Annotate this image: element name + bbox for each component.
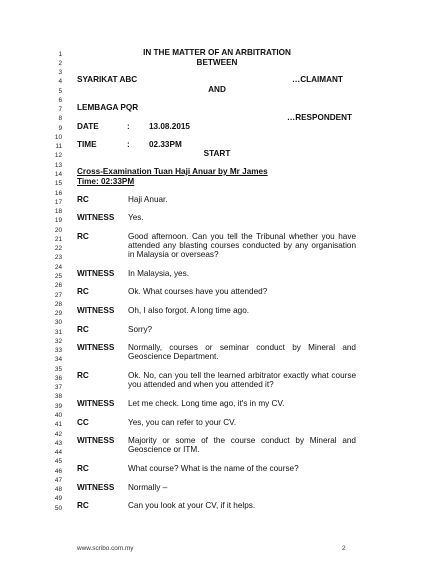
line-number: 17 — [54, 198, 62, 206]
utterance-text: What course? What is the name of the course? — [128, 464, 299, 473]
section-title: Cross-Examination Tuan Haji Anuar by Mr James — [77, 167, 268, 176]
date-value: 13.08.2015 — [149, 122, 190, 131]
line-number: 26 — [54, 282, 62, 290]
line-number: 48 — [54, 486, 62, 494]
time-colon: : — [127, 140, 130, 149]
utterance-text: Yes. — [128, 213, 144, 222]
footer-site: www.scribo.com.my — [77, 545, 134, 552]
line-number: 34 — [54, 356, 62, 364]
date-label: DATE — [77, 122, 99, 131]
speaker-label: RC — [77, 501, 89, 510]
speaker-label: RC — [77, 232, 89, 241]
speaker-label: WITNESS — [77, 436, 115, 445]
line-number: 14 — [54, 171, 62, 178]
line-number: 43 — [54, 439, 62, 447]
respondent-name: LEMBAGA PQR — [77, 103, 139, 112]
line-number: 18 — [54, 208, 62, 216]
line-number: 47 — [54, 476, 62, 484]
line-number: 36 — [54, 374, 62, 382]
and-label: AND — [208, 85, 226, 94]
utterance-text: Sorry? — [128, 325, 153, 334]
line-number: 4 — [58, 78, 62, 86]
date-colon: : — [127, 122, 130, 131]
speaker-label: CC — [77, 418, 89, 427]
line-number: 32 — [54, 337, 62, 345]
line-number: 37 — [54, 384, 62, 392]
line-number: 42 — [54, 430, 62, 438]
speaker-label: WITNESS — [77, 399, 115, 408]
utterance-text: Normally – — [128, 483, 168, 492]
speaker-label: RC — [77, 195, 89, 204]
speaker-label: WITNESS — [77, 269, 115, 278]
utterance-text: Ok. No, can you tell the learned arbitrator exactly what course you attended and when you attended it? — [128, 371, 356, 390]
utterance-text: Majority or some of the course conduct by Mineral and Geoscience or ITM. — [128, 436, 356, 455]
line-number: 24 — [54, 263, 62, 271]
line-number: 7 — [58, 106, 62, 114]
claimant-role: …CLAIMANT — [292, 75, 343, 84]
utterance-text: Good afternoon. Can you tell the Tribunal whether you have attended any blasting courses conducted by any organisation in Malaysia or overseas? — [128, 232, 356, 260]
time-value: 02.33PM — [149, 140, 182, 149]
line-number: 22 — [54, 245, 62, 253]
speaker-label: WITNESS — [77, 213, 115, 222]
line-number: 28 — [54, 300, 62, 308]
speaker-label: RC — [77, 325, 89, 334]
line-number: 46 — [54, 467, 62, 475]
utterance-text: Normally, courses or seminar conduct by Mineral and Geoscience Department. — [128, 343, 356, 362]
utterance-text: Can you look at your CV, if it helps. — [128, 501, 256, 510]
time-label: TIME — [77, 140, 97, 149]
line-number: 20 — [54, 226, 62, 234]
line-number: 6 — [58, 96, 62, 104]
line-number: 21 — [54, 235, 62, 243]
line-number: 30 — [54, 319, 62, 327]
utterance-text: Let me check. Long time ago, it's in my CV. — [128, 399, 285, 408]
utterance-text: In Malaysia, yes. — [128, 269, 189, 278]
line-number: 50 — [54, 504, 62, 512]
line-number: 10 — [54, 133, 62, 141]
document-title: IN THE MATTER OF AN ARBITRATION — [143, 48, 291, 57]
utterance-text: Oh, I also forgot. A long time ago. — [128, 306, 250, 315]
speaker-label: RC — [77, 371, 89, 380]
line-number: 2 — [58, 59, 62, 67]
line-number: 9 — [58, 124, 62, 132]
line-number: 39 — [54, 402, 62, 410]
section-time: Time: 02:33PM — [77, 177, 135, 186]
line-number: 11 — [55, 143, 62, 151]
line-number: 29 — [54, 310, 62, 318]
speaker-label: WITNESS — [77, 343, 115, 352]
line-number: 13 — [54, 161, 62, 169]
speaker-label: RC — [77, 464, 89, 473]
line-number: 19 — [54, 217, 62, 225]
line-number: 44 — [54, 449, 62, 457]
line-number: 38 — [54, 393, 62, 401]
page-number: 2 — [342, 545, 346, 552]
line-number: 27 — [54, 291, 62, 299]
speaker-label: WITNESS — [77, 483, 115, 492]
line-number: 1 — [58, 50, 62, 58]
line-number: 5 — [58, 87, 62, 95]
line-number: 45 — [54, 458, 62, 466]
line-number: 49 — [54, 495, 62, 503]
speaker-label: RC — [77, 287, 89, 296]
line-number: 16 — [54, 189, 62, 197]
utterance-text: Yes, you can refer to your CV. — [128, 418, 237, 427]
line-number: 12 — [54, 152, 62, 160]
start-label: START — [203, 149, 231, 158]
between-label: BETWEEN — [196, 58, 238, 67]
line-number: 40 — [54, 412, 62, 420]
line-number: 33 — [54, 347, 62, 355]
line-number: 3 — [58, 69, 62, 77]
utterance-text: Haji Anuar. — [128, 195, 168, 204]
line-number: 41 — [54, 421, 62, 429]
speaker-label: WITNESS — [77, 306, 115, 315]
line-number: 23 — [54, 254, 62, 262]
line-number: 15 — [54, 180, 62, 188]
claimant-name: SYARIKAT ABC — [77, 75, 138, 84]
line-number: 31 — [54, 328, 62, 336]
utterance-text: Ok. What courses have you attended? — [128, 287, 268, 296]
line-number: 25 — [54, 272, 62, 280]
respondent-role: …RESPONDENT — [287, 113, 353, 122]
line-number: 8 — [58, 115, 62, 123]
line-number: 35 — [54, 365, 62, 373]
